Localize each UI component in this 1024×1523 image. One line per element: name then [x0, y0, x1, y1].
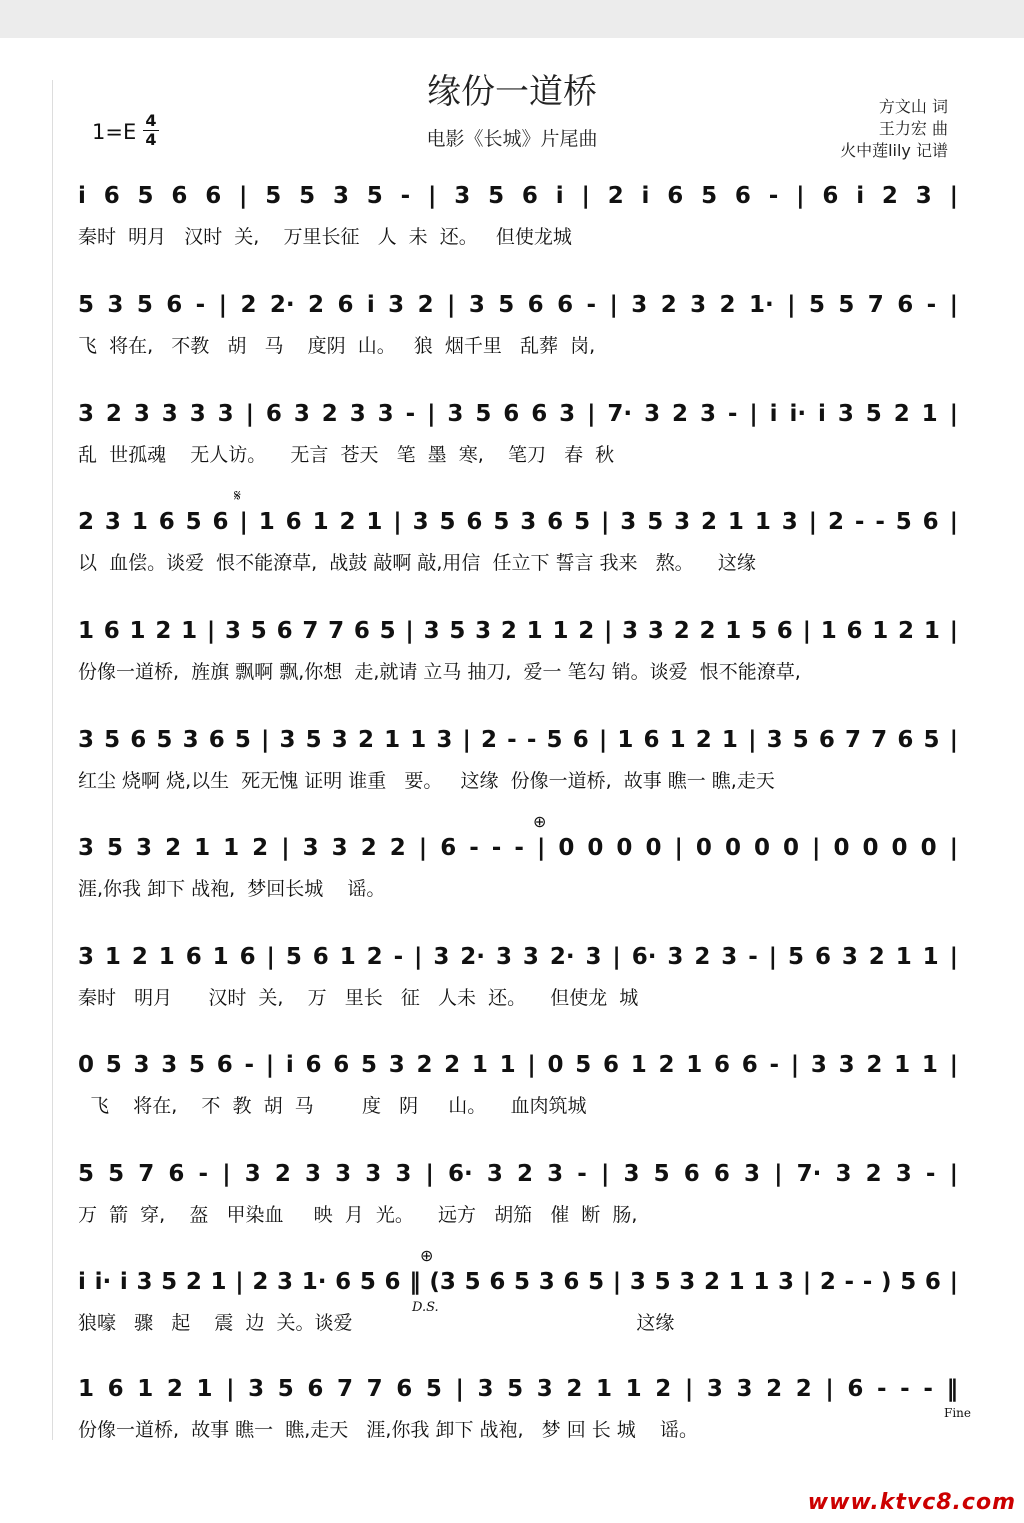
ds-marking: D.S.	[412, 1300, 439, 1315]
composer-credit: 王力宏 曲	[878, 119, 948, 138]
lyrics-line: 飞 将在, 不 教 胡 马 度 阴 山。 血肉筑城	[78, 1095, 587, 1117]
time-signature	[143, 112, 159, 149]
segno-icon: 𝄋	[234, 486, 241, 505]
score-system-12	[78, 1365, 958, 1469]
notation-line: 0 5 3 3 5 6 - | i 6 6 5 3 2 2 1 1 | 0 5 6 1 2 1 6 6 - | 3 3 2 1 1 |	[78, 1052, 958, 1078]
lyrics-line: 份像一道桥, 故事 瞧一 瞧,走天 涯,你我 卸下 战袍, 梦 回 长 城 谣。	[78, 1419, 698, 1441]
notation-line: 3 2 3 3 3 3 | 6 3 2 3 3 - | 3 5 6 6 3 | 7· 3 2 3 - | i i· i 3 5 2 1 |	[78, 401, 958, 427]
lyrics-line: 飞 将在, 不教 胡 马 度阴 山。 狼 烟千里 乱葬 岗,	[78, 335, 596, 357]
score-system-7	[78, 824, 958, 928]
notation-line: 3 5 6 5 3 6 5 | 3 5 3 2 1 1 3 | 2 - - 5 6 | 1 6 1 2 1 | 3 5 6 7 7 6 5 |	[78, 727, 958, 753]
notation-line: 5 5 7 6 - | 3 2 3 3 3 3 | 6· 3 2 3 - | 3 5 6 6 3 | 7· 3 2 3 - |	[78, 1161, 958, 1187]
margin-rule	[52, 80, 53, 1440]
lyrics-line: 秦时 明月 汉时 关, 万里长征 人 未 还。 但使龙城	[78, 226, 572, 248]
lyrics-line: 狼嚎 骤 起 震 边 关。谈爱 这缘	[78, 1312, 675, 1334]
notation-line: 3 5 3 2 1 1 2 | 3 3 2 2 | 6 - - - | 0 0 0 0 | 0 0 0 0 | 0 0 0 0 |	[78, 835, 958, 861]
score-system-2	[78, 281, 958, 385]
notation-line: 2 3 1 6 5 6 | 1 6 1 2 1 | 3 5 6 5 3 6 5 | 3 5 3 2 1 1 3 | 2 - - 5 6 |	[78, 509, 958, 535]
song-subtitle: 电影《长城》片尾曲	[426, 128, 598, 150]
lyrics-line: 以 血偿。谈爱 恨不能潦草, 战鼓 敲啊 敲,用信 任立下 誓言 我来 熬。 这缘	[78, 552, 756, 574]
song-title: 缘份一道桥	[427, 72, 597, 112]
notation-line: i 6 5 6 6 | 5 5 3 5 - | 3 5 6 i | 2 i 6 5 6 - | 6 i 2 3 |	[78, 183, 958, 209]
score-system-10	[78, 1150, 958, 1254]
score-system-8	[78, 933, 958, 1037]
lyricist-credit: 方文山 词	[878, 97, 948, 116]
transcriber-credit: 火中莲lily 记谱	[840, 141, 948, 160]
notation-line: 1 6 1 2 1 | 3 5 6 7 7 6 5 | 3 5 3 2 1 1 2 | 3 3 2 2 1 5 6 | 1 6 1 2 1 |	[78, 618, 958, 644]
site-watermark: www.ktvc8.com	[807, 1490, 1016, 1515]
lyrics-line: 红尘 烧啊 烧,以生 死无愧 证明 谁重 要。 这缘 份像一道桥, 故事 瞧一 瞧,走天	[78, 770, 775, 792]
notation-line: 3 1 2 1 6 1 6 | 5 6 1 2 - | 3 2· 3 3 2· 3 | 6· 3 2 3 - | 5 6 3 2 1 1 |	[78, 944, 958, 970]
time-signature-top: 4	[143, 112, 159, 131]
lyrics-line: 万 箭 穿, 盔 甲染血 映 月 光。 远方 胡笳 催 断 肠,	[78, 1204, 638, 1226]
notation-line: 1 6 1 2 1 | 3 5 6 7 7 6 5 | 3 5 3 2 1 1 2 | 3 3 2 2 | 6 - - - ‖	[78, 1376, 958, 1402]
coda-icon: ⊕	[420, 1246, 434, 1265]
fine-marking: Fine	[944, 1406, 971, 1420]
lyrics-line: 秦时 明月 汉时 关, 万 里长 征 人未 还。 但使龙 城	[78, 987, 639, 1009]
time-signature-bottom: 4	[145, 130, 157, 149]
notation-line: 5 3 5 6 - | 2 2· 2 6 i 3 2 | 3 5 6 6 - | 3 2 3 2 1· | 5 5 7 6 - |	[78, 292, 958, 318]
score-system-9	[78, 1041, 958, 1145]
score-system-5	[78, 607, 958, 711]
key-signature: 1=E	[92, 120, 137, 144]
score-system-11	[78, 1258, 958, 1362]
notation-line: i i· i 3 5 2 1 | 2 3 1· 6 5 6 ‖ (3 5 6 5 3 6 5 | 3 5 3 2 1 1 3 | 2 - - ) 5 6 |	[78, 1269, 958, 1295]
score-system-6	[78, 716, 958, 820]
lyrics-line: 份像一道桥, 旌旗 飘啊 飘,你想 走,就请 立马 抽刀, 爱一 笔勾 销。谈爱 恨不能潦草,	[78, 661, 801, 683]
coda-icon: ⊕	[533, 812, 547, 831]
score-system-4	[78, 498, 958, 602]
lyrics-line: 乱 世孤魂 无人访。 无言 苍天 笔 墨 寒, 笔刀 春 秋	[78, 444, 615, 466]
score-system-3	[78, 390, 958, 494]
score-system-1	[78, 172, 958, 276]
lyrics-line: 涯,你我 卸下 战袍, 梦回长城 谣。	[78, 878, 386, 900]
